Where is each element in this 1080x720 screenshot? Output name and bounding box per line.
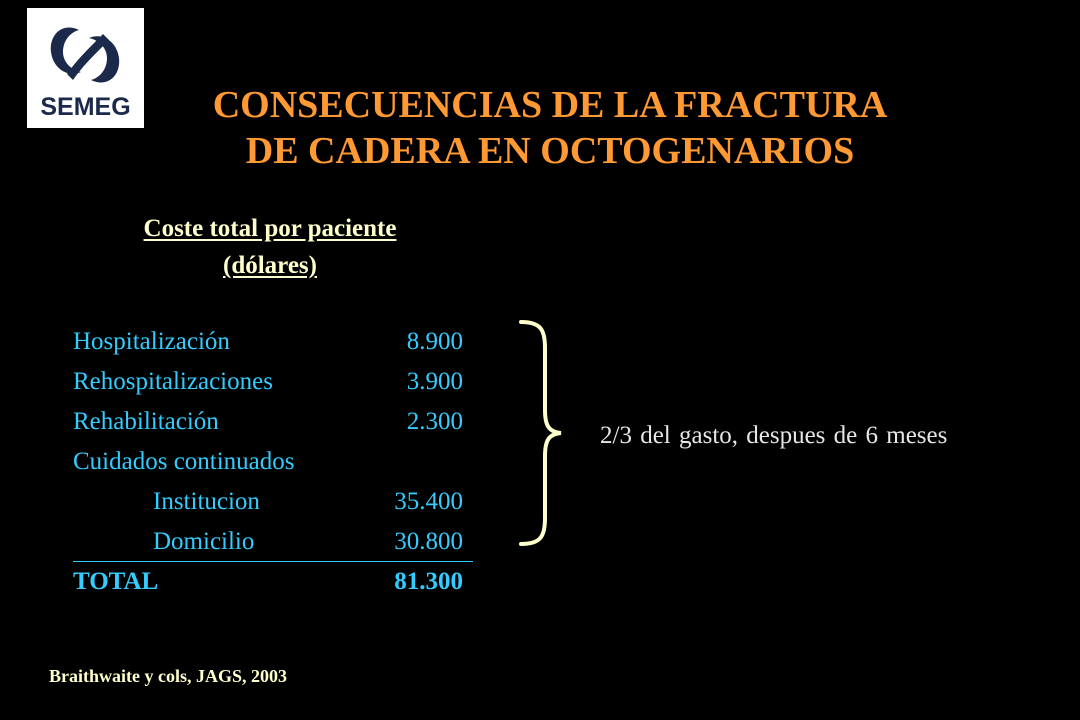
- subtitle-line-2: (dólares): [223, 252, 317, 279]
- title-line-1: CONSECUENCIAS DE LA FRACTURA: [212, 84, 888, 126]
- row-label: Cuidados continuados: [73, 448, 295, 475]
- title-line-2: DE CADERA EN OCTOGENARIOS: [245, 130, 855, 172]
- row-value: 3.900: [406, 368, 463, 395]
- row-value: 35.400: [394, 488, 463, 515]
- table-row: [73, 322, 473, 362]
- row-label: Hospitalización: [73, 328, 230, 355]
- semeg-logo: [27, 8, 144, 128]
- slide-title: [160, 82, 940, 174]
- table-row: [73, 362, 473, 402]
- table-row: [73, 482, 473, 522]
- subtitle-line-1: Coste total por paciente: [143, 215, 397, 242]
- row-label: Rehabilitación: [73, 408, 219, 435]
- total-label: TOTAL: [73, 568, 159, 595]
- total-value: 81.300: [394, 568, 463, 595]
- cost-table: [73, 322, 473, 602]
- table-row: [73, 522, 473, 562]
- row-value: 30.800: [394, 528, 463, 555]
- cost-note: 2/3 del gasto, despues de 6 meses: [600, 422, 948, 449]
- right-curly-brace-icon: [515, 318, 565, 548]
- logo-text: SEMEG: [40, 93, 131, 121]
- row-label: Domicilio: [153, 528, 255, 555]
- row-value: 2.300: [406, 408, 463, 435]
- table-subtitle: [80, 210, 460, 284]
- citation: Braithwaite y cols, JAGS, 2003: [49, 666, 287, 686]
- row-label: Rehospitalizaciones: [73, 368, 273, 395]
- table-row: [73, 442, 473, 482]
- table-row: [73, 402, 473, 442]
- total-row: [73, 562, 473, 602]
- row-label: Institucion: [153, 488, 260, 515]
- semeg-logo-icon: [27, 8, 144, 103]
- row-value: 8.900: [406, 328, 463, 355]
